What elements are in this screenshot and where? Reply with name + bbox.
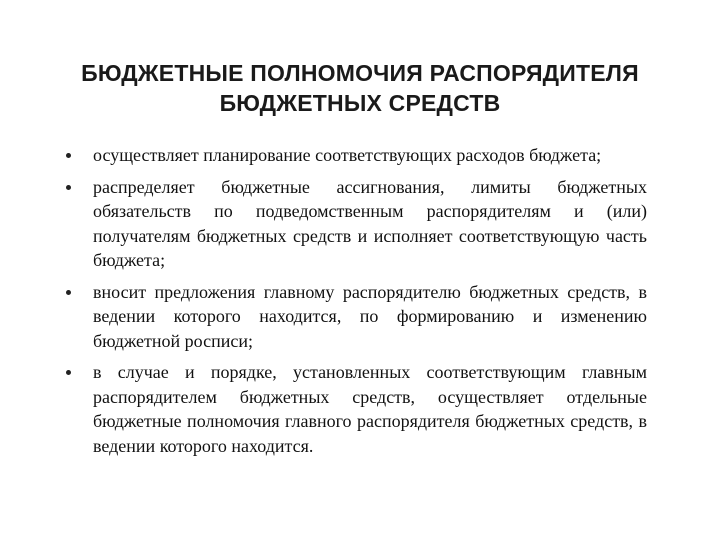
bullet-list (60, 143, 647, 465)
bullet-text: в случае и порядке, установленных соответствующим главным распорядителем бюджетных средств, осуществляет отдельные бюджетные полномочия главного распорядителя бюджетных средств, в ведении которого находится. (93, 362, 647, 456)
bullet-item-3 (60, 280, 647, 354)
slide-title-line-1: БЮДЖЕТНЫЕ ПОЛНОМОЧИЯ РАСПОРЯДИТЕЛЯ (81, 60, 639, 86)
slide-title (40, 58, 680, 118)
slide-title-line-2: БЮДЖЕТНЫХ СРЕДСТВ (219, 90, 501, 116)
bullet-text: осуществляет планирование соответствующих расходов бюджета; (93, 145, 602, 165)
bullet-dot-icon (66, 370, 71, 375)
bullet-item-4 (60, 360, 647, 458)
bullet-text: распределяет бюджетные ассигнования, лимиты бюджетных обязательств по подведомственным распорядителям и (или) получателям бюджетных средств и исполняет соответствующую часть бюджета; (93, 176, 647, 270)
bullet-item-1 (60, 143, 647, 168)
bullet-dot-icon (66, 185, 71, 190)
bullet-dot-icon (66, 290, 71, 295)
bullet-text: вносит предложения главному распорядителю бюджетных средств, в ведении которого находится, по формированию и изменению бюджетной росписи; (93, 281, 647, 351)
bullet-dot-icon (66, 153, 71, 158)
bullet-item-2 (60, 175, 647, 273)
